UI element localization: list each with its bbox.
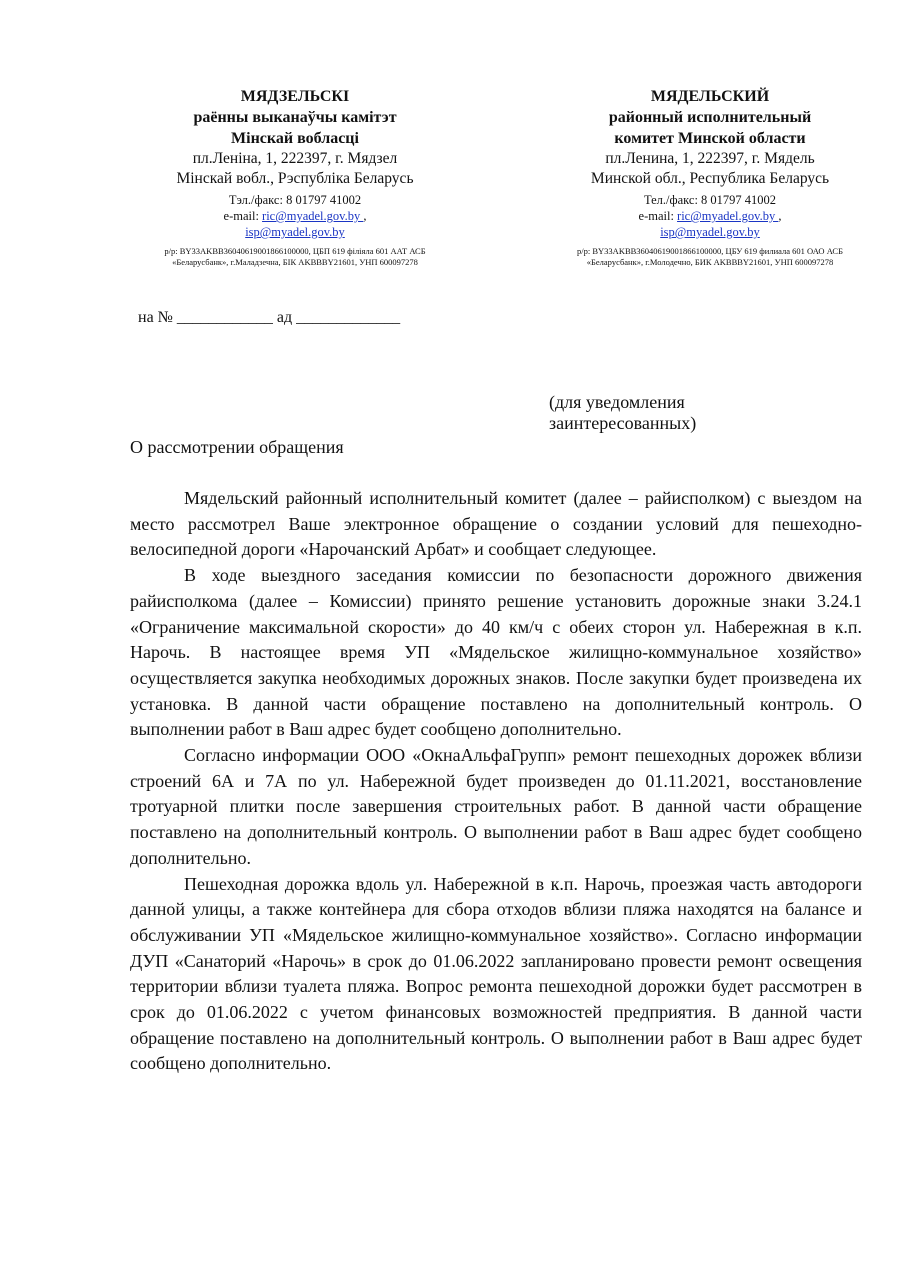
email-line-2	[545, 224, 875, 240]
address-line-2: Мінскай вобл., Рэспубліка Беларусь	[176, 170, 414, 187]
letterhead-belarusian	[130, 86, 460, 268]
addressee-line-2: заинтересованных)	[549, 413, 697, 433]
email-label: e-mail:	[223, 209, 263, 223]
body-paragraph: Мядельский районный исполнительный комитет (далее – райисполком) с выездом на место рассмотрел Ваше электронное обращение о создании условий для пешеходно-велосипедной дороги «Нарочанский Арбат» и сообщает следующее.	[130, 488, 862, 560]
org-subtitle-1: раённы выканаўчы камітэт	[193, 109, 397, 126]
email-line-2	[130, 224, 460, 240]
email-label: e-mail:	[638, 209, 678, 223]
letterhead-russian	[545, 86, 875, 268]
email-link-ric[interactable]: ric@myadel.gov.by	[262, 209, 364, 223]
email-separator: ,	[778, 209, 782, 223]
email-link-ric[interactable]: ric@myadel.gov.by	[677, 209, 779, 223]
body-paragraph: В ходе выездного заседания комиссии по безопасности дорожного движения райисполкома (далее – Комиссии) принято решение установить дорожные знаки 3.24.1 «Ограничение максимальной скорости» до 40 км/ч с обеих сторон ул. Набережная в к.п. Нарочь. В настоящее время УП «Мядельское жилищно-коммунальное хозяйство» осуществляется закупка необходимых дорожных знаков. После закупки будет произведена их установка. В данной части обращение поставлено на дополнительный контроль. О выполнении работ в Ваш адрес будет сообщено дополнительно.	[130, 565, 862, 740]
org-subtitle-2: Мінскай вобласці	[231, 130, 359, 147]
addressee-block	[549, 392, 769, 434]
phone-fax: Тэл./факс: 8 01797 41002	[228, 193, 362, 207]
address-line-1: пл.Леніна, 1, 222397, г. Мядзел	[192, 150, 398, 167]
email-line	[130, 208, 460, 224]
org-subtitle-2: комитет Минской области	[614, 130, 806, 147]
bank-details-1: р/р: BY33AKBB36040619001866100000, ЦБП 619 філіяла 601 ААТ АСБ	[164, 246, 426, 256]
reference-number-line: на № ____________ ад _____________	[138, 309, 401, 326]
email-line	[545, 208, 875, 224]
address-line-1: пл.Ленина, 1, 222397, г. Мядель	[605, 150, 815, 167]
bank-details-2: «Беларусбанк», г.Маладзечна, БІК AKBBBY21601, УНП 600097278	[172, 257, 418, 267]
bank-details-2: «Беларусбанк», г.Молодечно, БИК AKBBBY21601, УНП 600097278	[586, 257, 834, 267]
address-line-2: Минской обл., Республика Беларусь	[590, 170, 830, 187]
org-subtitle-1: районный исполнительный	[608, 109, 812, 126]
bank-details-1: р/р: BY33AKBB36040619001866100000, ЦБУ 619 филиала 601 ОАО АСБ	[577, 246, 843, 256]
org-title: МЯДЕЛЬСКИЙ	[650, 88, 770, 105]
org-title: МЯДЗЕЛЬСКІ	[240, 88, 350, 105]
phone-fax: Тел./факс: 8 01797 41002	[643, 193, 777, 207]
letter-subject: О рассмотрении обращения	[130, 437, 344, 457]
body-paragraph: Пешеходная дорожка вдоль ул. Набережной в к.п. Нарочь, проезжая часть автодороги данной улицы, а также контейнера для сбора отходов вблизи пляжа находятся на балансе и обслуживании УП «Мядельское жилищно-коммунальное хозяйство». Согласно информации ДУП «Санаторий «Нарочь» в срок до 01.06.2022 запланировано провести ремонт освещения территории вблизи туалета пляжа. Вопрос ремонта пешеходной дорожки будет рассмотрен в срок до 01.06.2022 с учетом финансовых возможностей предприятия. В данной части обращение поставлено на дополнительный контроль. О выполнении работ в Ваш адрес будет сообщено дополнительно.	[130, 873, 862, 1074]
body-paragraph: Согласно информации ООО «ОкнаАльфаГрупп» ремонт пешеходных дорожек вблизи строений 6А и 7А по ул. Набережной будет произведен до 01.11.2021, восстановление тротуарной плитки после завершения строительных работ. В данной части обращение поставлено на дополнительный контроль. О выполнении работ в Ваш адрес будет сообщено дополнительно.	[130, 745, 862, 868]
email-link-isp[interactable]: isp@myadel.gov.by	[245, 225, 345, 239]
email-separator: ,	[363, 209, 367, 223]
letter-body	[130, 486, 862, 1077]
email-link-isp[interactable]: isp@myadel.gov.by	[660, 225, 760, 239]
addressee-line-1: (для уведомления	[549, 392, 685, 412]
